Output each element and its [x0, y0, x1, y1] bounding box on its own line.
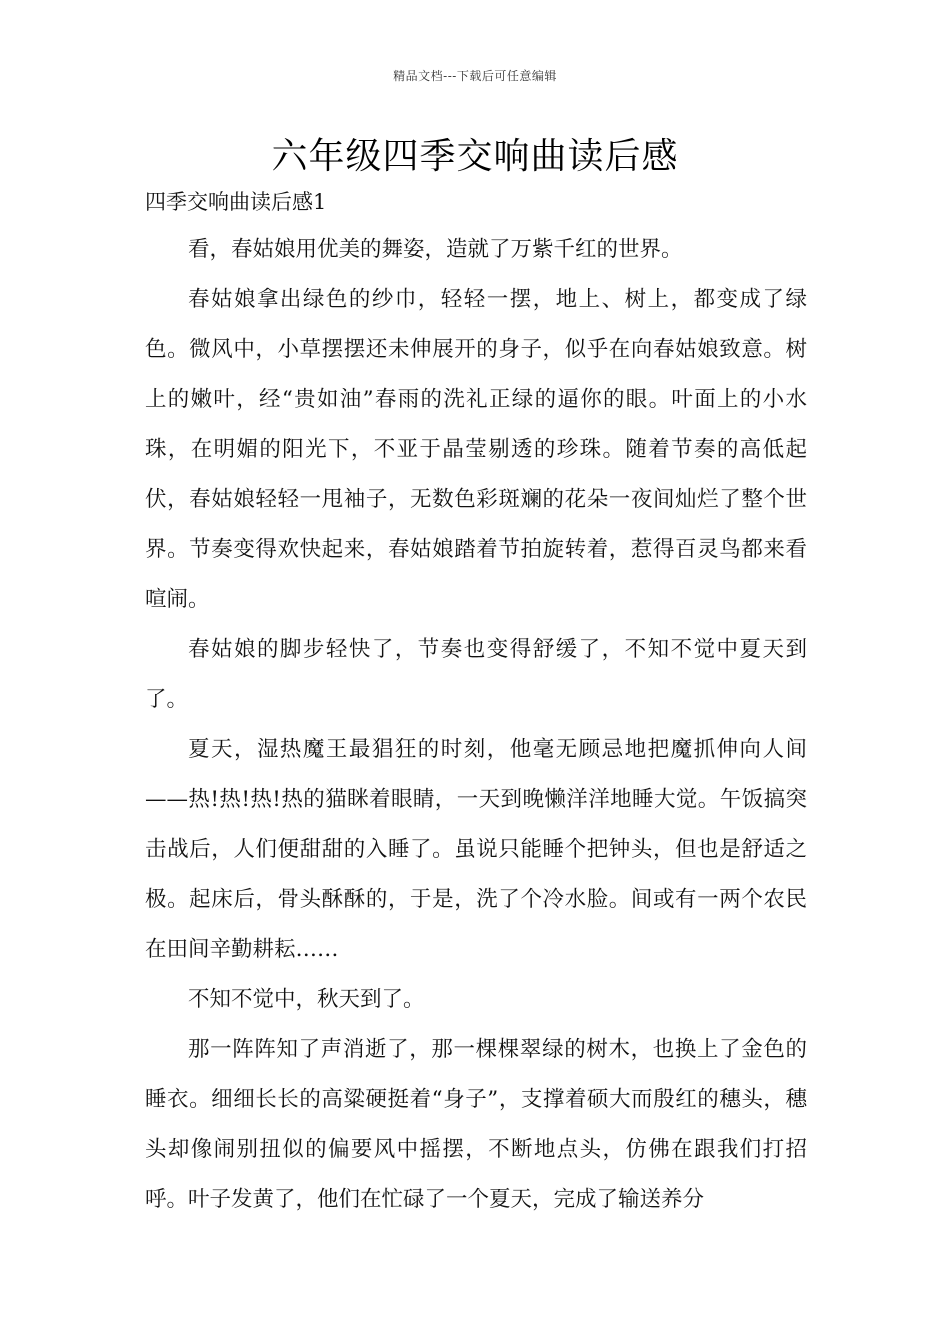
body-text [145, 225, 807, 1225]
paragraph: 看，春姑娘用优美的舞姿，造就了万紫千红的世界。 [188, 237, 683, 262]
paragraph: 不知不觉中，秋天到了。 [188, 987, 425, 1012]
section-subtitle: 四季交响曲读后感1 [145, 190, 327, 214]
document-title: 六年级四季交响曲读后感 [271, 136, 679, 177]
header-note: 精品文档---下载后可任意编辑 [393, 69, 557, 83]
paragraph: 春姑娘拿出绿色的纱巾，轻轻一摆，地上、树上，都变成了绿色。微风中，小草摆摆还未伸展开的身子，似乎在向春姑娘致意。树上的嫩叶，经“贵如油”春雨的洗礼正绿的逼你的眼。叶面上的小水珠，在明媚的阳光下，不亚于晶莹剔透的珍珠。随着节奏的高低起伏，春姑娘轻轻一甩袖子，无数色彩斑斓的花朵一夜间灿烂了整个世界。节奏变得欢快起来，春姑娘踏着节拍旋转着，惹得百灵鸟都来看喧闹。 [145, 287, 807, 612]
paragraph: 那一阵阵知了声消逝了，那一棵棵翠绿的树木，也换上了金色的睡衣。细细长长的高粱硬挺着“身子”，支撑着硕大而殷红的穗头，穗头却像闹别扭似的偏要风中摇摆，不断地点头，仿佛在跟我们打招呼。叶子发黄了，他们在忙碌了一个夏天，完成了输送养分 [145, 1037, 807, 1212]
paragraph: 夏天，湿热魔王最猖狂的时刻，他毫无顾忌地把魔抓伸向人间——热!热!热!热的猫眯着眼睛，一天到晚懒洋洋地睡大觉。午饭搞突击战后，人们便甜甜的入睡了。虽说只能睡个把钟头，但也是舒适之极。起床后，骨头酥酥的，于是，洗了个冷水脸。间或有一两个农民在田间辛勤耕耘…… [145, 737, 807, 962]
paragraph: 春姑娘的脚步轻快了，节奏也变得舒缓了，不知不觉中夏天到了。 [145, 637, 807, 712]
